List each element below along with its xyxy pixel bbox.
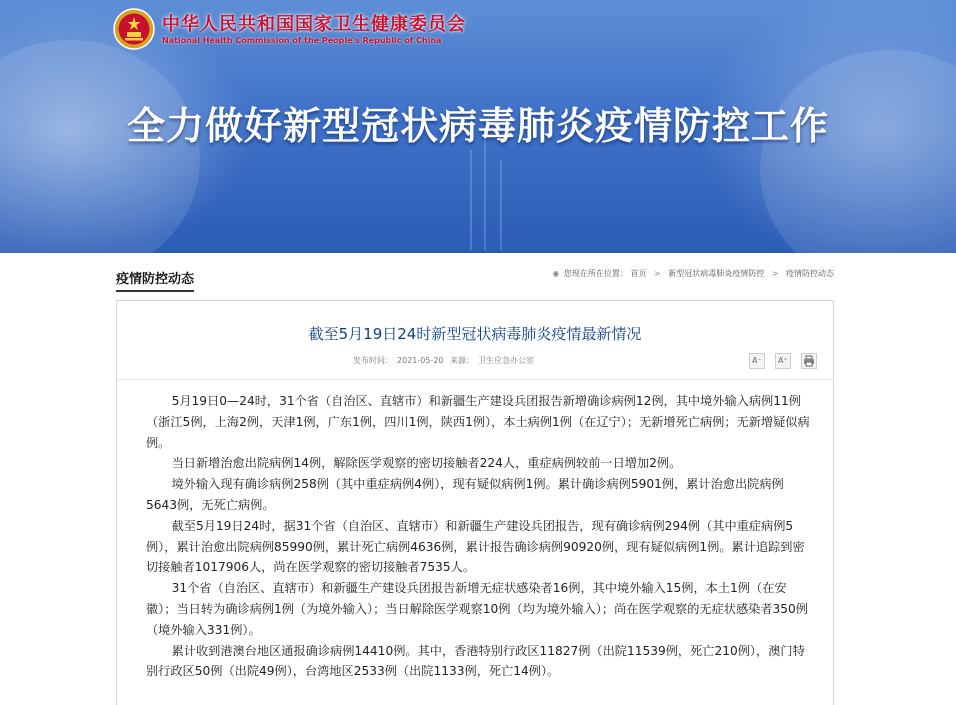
section-bar (116, 262, 834, 288)
font-increase-button[interactable]: A⁺ (775, 353, 791, 369)
breadcrumb-separator-icon: > (771, 269, 779, 278)
article-paragraph: 境外输入现有确诊病例258例（其中重症病例4例），现有疑似病例1例。累计确诊病例5901例，累计治愈出院病例5643例，无死亡病例。 (146, 477, 784, 512)
print-icon (803, 355, 815, 367)
article-meta (353, 355, 538, 366)
location-pin-icon: ◉ (552, 269, 560, 278)
article-title: 截至5月19日24时新型冠状病毒肺炎疫情最新情况 (308, 325, 642, 343)
banner-decoration (760, 50, 956, 253)
breadcrumb-covid-prevention[interactable]: 新型冠状病毒肺炎疫情防控 (668, 269, 765, 278)
section-title[interactable]: 疫情防控动态 (116, 268, 194, 292)
article-paragraph: 当日新增治愈出院病例14例，解除医学观察的密切接触者224人，重症病例较前一日增加2例。 (171, 456, 682, 471)
article-tools (744, 353, 817, 372)
breadcrumb (552, 268, 834, 279)
article-paragraph: 5月19日0—24时，31个省（自治区、直辖市）和新疆生产建设兵团报告新增确诊病例12例，其中境外输入病例11例（浙江5例，上海2例，天津1例，广东1例，四川1例，陕西1例），本土病例1例（在辽宁）；无新增死亡病例；无新增疑似病例。 (146, 394, 810, 450)
publish-label: 发布时间： (353, 356, 393, 365)
article-container (116, 300, 834, 705)
article-paragraph: 31个省（自治区、直辖市）和新疆生产建设兵团报告新增无症状感染者16例，其中境外输入15例，本土1例（在安徽）；当日转为确诊病例1例（为境外输入）；当日解除医学观察10例（均为境外输入）；尚在医学观察的无症状感染者350例（境外输入331例）。 (146, 581, 808, 637)
source-label: 来源： (450, 356, 475, 365)
publish-date: 2021-05-20 (397, 356, 444, 365)
banner-decoration (470, 150, 472, 250)
org-name-cn[interactable]: 中华人民共和国国家卫生健康委员会 (162, 14, 466, 35)
top-banner (0, 0, 956, 253)
breadcrumb-prevention-news[interactable]: 疫情防控动态 (786, 269, 834, 278)
banner-slogan: 全力做好新型冠状病毒肺炎疫情防控工作 (126, 104, 829, 148)
breadcrumb-separator-icon: > (653, 269, 661, 278)
org-name-en[interactable]: National Health Commission of the People's Republic of China (162, 36, 442, 45)
breadcrumb-home[interactable]: 首页 (630, 269, 647, 278)
title-divider (117, 379, 833, 380)
article-body (146, 391, 811, 682)
source-value: 卫生应急办公室 (478, 356, 535, 365)
print-button[interactable] (801, 353, 817, 369)
article-paragraph: 累计收到港澳台地区通报确诊病例14410例。其中，香港特别行政区11827例（出院11539例，死亡210例），澳门特别行政区50例（出院49例），台湾地区2533例（出院1133例，死亡14例）。 (146, 643, 805, 679)
banner-decoration (500, 160, 502, 250)
breadcrumb-prefix: 您现在所在位置： (563, 269, 628, 278)
font-decrease-button[interactable]: A⁻ (749, 353, 765, 369)
article-paragraph: 截至5月19日24时，据31个省（自治区、直辖市）和新疆生产建设兵团报告，现有确诊病例294例（其中重症病例5例），累计治愈出院病例85990例，累计死亡病例4636例，累计报告确诊病例90920例，现有疑似病例1例。累计追踪到密切接触者1017906人，尚在医学观察的密切接触者7535人。 (146, 518, 805, 575)
national-emblem-logo[interactable] (112, 7, 156, 51)
